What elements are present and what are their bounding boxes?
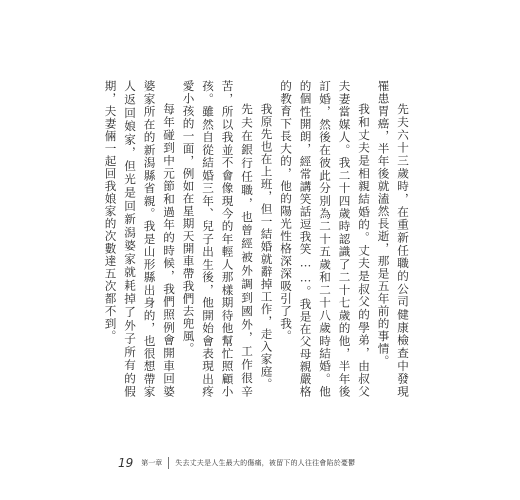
running-title: 失去丈夫是人生最大的傷痛，被留下的人往往會陷於憂鬱	[175, 459, 356, 467]
paragraph-1: 先夫六十三歲時，在重新任職的公司健康檢查中發現罹患胃癌，半年後就溘然長逝，那是五年前的事情。	[376, 80, 410, 398]
body-text	[100, 80, 412, 398]
page-number: 19	[118, 456, 134, 470]
paragraph-5: 每年碰到中元節和過年的時候，我們照例會開車回婆婆家所在的新潟縣省親。我是山形縣出身的，也很想帶家人返回娘家，但光是回新潟婆家就耗掉了外子所有的假期，夫妻倆一起回我娘家的次數達五次都不到。	[103, 80, 176, 398]
paragraph-3: 我原先也在上班，但一結婚就辭掉工作，走入家庭。	[259, 103, 274, 391]
paragraph-4: 先夫在銀行任職，也曾經被外調到國外，工作很辛苦，所以我並不會像現今的年輕人那樣期待他幫忙照顧小孩。雖然自從結婚三年、兒子出生後，他開始會表現出疼愛小孩的一面，例如在星期天開車帶我們去兜風。	[181, 80, 254, 398]
footer-divider	[168, 457, 169, 469]
page-footer	[118, 455, 355, 471]
paragraph-2: 我和丈夫是相親結婚的。丈夫是叔父的學弟，由叔父夫妻當媒人。我二十四歲時認識了二十七歲的他，半年後訂婚，然後在彼此分別為二十五歲和二十八歲時結婚。他的個性開朗，經常講笑話逗我笑……。我是在父母親嚴格的教育下長大的，他的陽光性格深深吸引了我。	[279, 80, 371, 398]
chapter-label: 第一章	[141, 459, 163, 467]
